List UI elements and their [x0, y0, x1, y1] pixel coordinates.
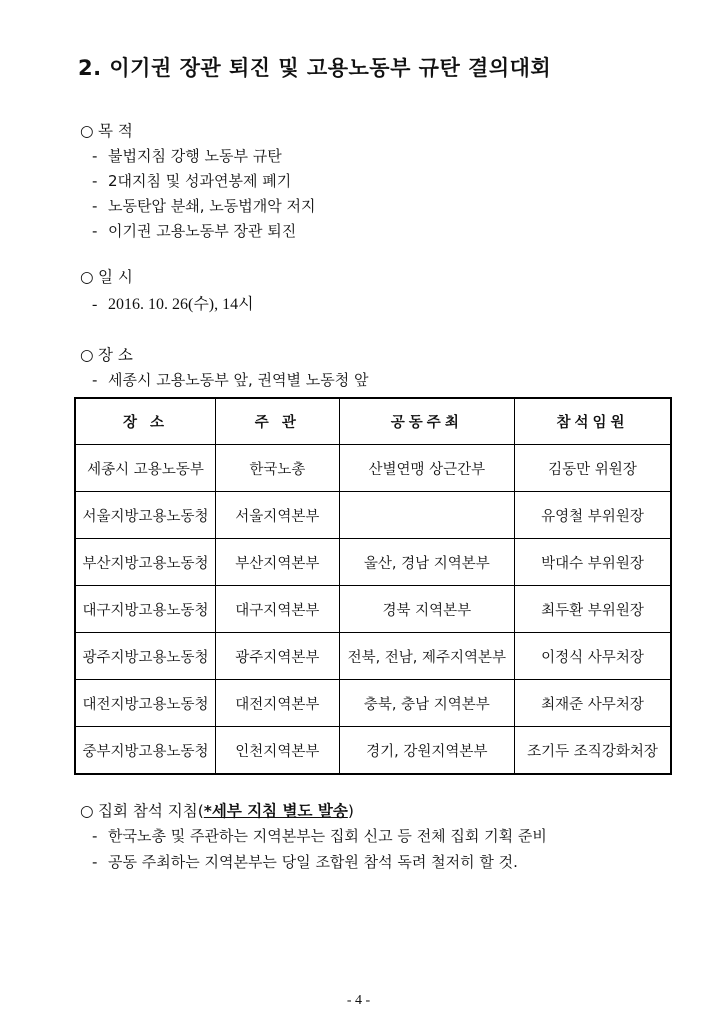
- cell-place: 부산지방고용노동청: [75, 539, 216, 586]
- guideline-heading-row: ○ 집회 참석 지침(*세부 지침 별도 발송): [80, 802, 354, 820]
- table-row: [75, 492, 671, 539]
- place-heading-row: [80, 343, 133, 365]
- cell-place: 중부지방고용노동청: [75, 727, 216, 775]
- place-item: - 세종시 고용노동부 앞, 권역별 노동청 앞: [92, 371, 369, 389]
- purpose-item: - 노동탄압 분쇄, 노동법개악 저지: [92, 197, 316, 215]
- guideline-item: - 공동 주최하는 지역본부는 당일 조합원 참석 독려 철저히 할 것.: [92, 853, 518, 871]
- cell-host: 인천지역본부: [216, 727, 340, 775]
- cell-cohost: 울산, 경남 지역본부: [339, 539, 514, 586]
- purpose-item: - 2대지침 및 성과연봉제 폐기: [92, 172, 292, 190]
- bullet-circle-icon: ○: [80, 122, 94, 140]
- column-header-place: 장 소: [75, 398, 216, 445]
- cell-cohost: 전북, 전남, 제주지역본부: [339, 633, 514, 680]
- table-row: [75, 727, 671, 775]
- purpose-item: - 이기권 고용노동부 장관 퇴진: [92, 222, 297, 240]
- datetime-heading-row: [80, 265, 133, 287]
- cell-host: 한국노총: [216, 445, 340, 492]
- table-row: [75, 633, 671, 680]
- page-number: - 4 -: [346, 993, 371, 1008]
- table-row: [75, 586, 671, 633]
- cell-host: 대구지역본부: [216, 586, 340, 633]
- purpose-heading: 목 적: [98, 122, 133, 140]
- cell-cohost: 경북 지역본부: [339, 586, 514, 633]
- table-row: [75, 539, 671, 586]
- column-header-host: 주 관: [216, 398, 340, 445]
- cell-place: 광주지방고용노동청: [75, 633, 216, 680]
- datetime-heading: 일 시: [98, 268, 133, 286]
- cell-attendee: 김동만 위원장: [515, 445, 671, 492]
- datetime-item: - 2016. 10. 26(수), 14시: [92, 296, 254, 313]
- bullet-circle-icon: ○: [80, 802, 94, 820]
- guideline-item: - 한국노총 및 주관하는 지역본부는 집회 신고 등 전체 집회 기획 준비: [92, 827, 547, 845]
- section-title: 2. 이기권 장관 퇴진 및 고용노동부 규탄 결의대회: [78, 56, 552, 80]
- cell-host: 부산지역본부: [216, 539, 340, 586]
- bullet-circle-icon: ○: [80, 268, 94, 286]
- table-row: [75, 445, 671, 492]
- table-row: [75, 680, 671, 727]
- purpose-heading-row: [80, 119, 133, 141]
- cell-cohost: 경기, 강원지역본부: [339, 727, 514, 775]
- guideline-heading: 집회 참석 지침: [98, 802, 198, 820]
- cell-attendee: 최재준 사무처장: [515, 680, 671, 727]
- place-heading: 장 소: [98, 346, 133, 364]
- column-header-attendee: 참석임원: [515, 398, 671, 445]
- cell-place: 대전지방고용노동청: [75, 680, 216, 727]
- cell-cohost: [339, 492, 514, 539]
- rally-location-table: [74, 397, 672, 775]
- cell-host: 대전지역본부: [216, 680, 340, 727]
- column-header-cohost: 공동주최: [339, 398, 514, 445]
- cell-place: 대구지방고용노동청: [75, 586, 216, 633]
- guideline-note: *세부 지침 별도 발송: [203, 802, 348, 820]
- cell-attendee: 최두환 부위원장: [515, 586, 671, 633]
- table-header-row: [75, 398, 671, 445]
- cell-place: 서울지방고용노동청: [75, 492, 216, 539]
- cell-attendee: 조기두 조직강화처장: [515, 727, 671, 775]
- cell-attendee: 이정식 사무처장: [515, 633, 671, 680]
- cell-host: 광주지역본부: [216, 633, 340, 680]
- bullet-circle-icon: ○: [80, 346, 94, 364]
- cell-cohost: 충북, 충남 지역본부: [339, 680, 514, 727]
- cell-attendee: 유영철 부위원장: [515, 492, 671, 539]
- purpose-item: - 불법지침 강행 노동부 규탄: [92, 147, 282, 165]
- cell-attendee: 박대수 부위원장: [515, 539, 671, 586]
- cell-place: 세종시 고용노동부: [75, 445, 216, 492]
- cell-cohost: 산별연맹 상근간부: [339, 445, 514, 492]
- cell-host: 서울지역본부: [216, 492, 340, 539]
